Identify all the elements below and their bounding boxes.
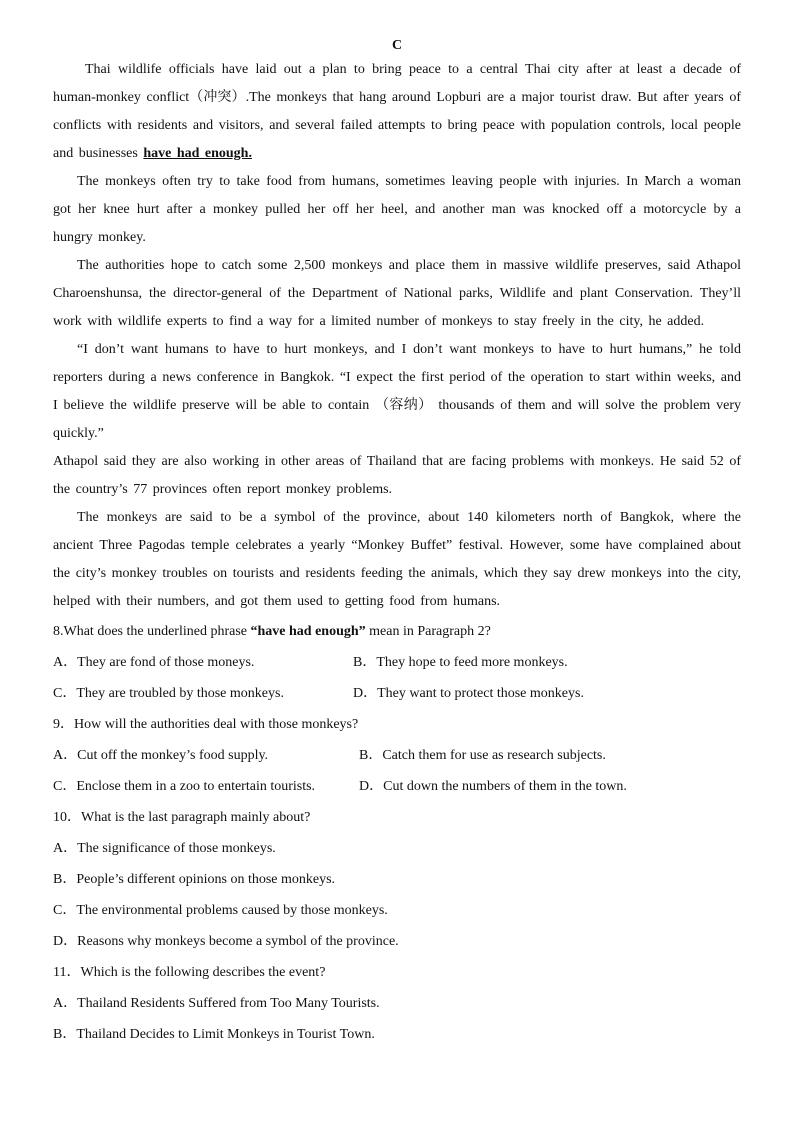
question-8-option-c[interactable]: C．They are troubled by those monkeys.: [53, 686, 284, 701]
question-8-text-end: mean in Paragraph 2?: [365, 624, 491, 639]
question-8-bold-phrase: “have had enough”: [250, 624, 366, 639]
paragraph-2: The monkeys often try to take food from humans, sometimes leaving people with injuries. In March a woman got her knee hurt after a monkey pulled her off her heel, and another man was knocked off a motorcycle by a hungry monkey.: [53, 174, 741, 245]
paragraph-1-text: Thai wildlife officials have laid out a plan to bring peace to a central Thai city after at least a decade of human-monkey conflict（冲突）.The monkeys that hang around Lopburi are a major tourist draw. But after years of conflicts with residents and visitors, and several failed attempts to bring peace with population controls, local people and businesses: [53, 62, 741, 161]
question-9-option-b[interactable]: B．Catch them for use as research subjects.: [359, 748, 606, 763]
question-9-option-a[interactable]: A．Cut off the monkey’s food supply.: [53, 748, 269, 763]
paragraph-5: Athapol said they are also working in other areas of Thailand that are facing problems with monkeys. He said 52 of the country’s 77 provinces often report monkey problems.: [53, 454, 741, 497]
paragraph-6: The monkeys are said to be a symbol of the province, about 140 kilometers north of Bangkok, where the ancient Three Pagodas temple celebrates a yearly “Monkey Buffet” festival. However, some have complained about the city’s monkey troubles on tourists and residents feeding the animals, which they say drew monkeys into the city, helped with their numbers, and got them used to getting food from humans.: [53, 510, 741, 609]
question-9-option-c[interactable]: C．Enclose them in a zoo to entertain tourists.: [53, 779, 316, 794]
question-11-option-a[interactable]: A．Thailand Residents Suffered from Too Many Tourists.: [53, 996, 380, 1011]
question-9-options-row-2: [53, 771, 741, 802]
question-10-stem: 10．What is the last paragraph mainly about?: [53, 810, 311, 825]
question-11-stem: 11．Which is the following describes the event?: [53, 965, 326, 980]
question-10-option-b[interactable]: B．People’s different opinions on those monkeys.: [53, 872, 336, 887]
question-10-option-a[interactable]: A．The significance of those monkeys.: [53, 841, 276, 856]
question-8-options-row-2: [53, 678, 741, 709]
question-8-option-a[interactable]: A．They are fond of those moneys.: [53, 655, 255, 670]
paragraph-1: [53, 56, 741, 168]
passage-title: C: [391, 38, 403, 53]
paragraph-4: “I don’t want humans to have to hurt monkeys, and I don’t want monkeys to have to hurt humans,” he told reporters during a news conference in Bangkok. “I expect the first period of the operation to start within weeks, and I believe the wildlife preserve will be able to contain （容纳） thousands of them and will solve the problem very quickly.”: [53, 342, 741, 441]
question-10-option-d[interactable]: D．Reasons why monkeys become a symbol of the province.: [53, 934, 399, 949]
document-page: [53, 36, 741, 1050]
question-9-stem: 9．How will the authorities deal with those monkeys?: [53, 717, 359, 732]
question-8-options-row-1: [53, 647, 741, 678]
question-8-option-d[interactable]: D．They want to protect those monkeys.: [353, 686, 584, 701]
question-10-option-c[interactable]: C．The environmental problems caused by those monkeys.: [53, 903, 388, 918]
question-11-option-b[interactable]: B．Thailand Decides to Limit Monkeys in Tourist Town.: [53, 1027, 375, 1042]
question-8-stem: [53, 616, 741, 647]
question-9-options-row-1: [53, 740, 741, 771]
question-8-text: 8.What does the underlined phrase: [53, 624, 251, 639]
paragraph-3: The authorities hope to catch some 2,500 monkeys and place them in massive wildlife preserves, said Athapol Charoenshunsa, the director-general of the Department of National parks, Wildlife and plant Conservation. They’ll work with wildlife experts to find a way for a limited number of monkeys to stay freely in the city, he added.: [53, 258, 741, 329]
question-8-option-b[interactable]: B．They hope to feed more monkeys.: [353, 655, 568, 670]
underlined-phrase: have had enough.: [143, 146, 252, 161]
question-9-option-d[interactable]: D．Cut down the numbers of them in the town.: [359, 779, 627, 794]
